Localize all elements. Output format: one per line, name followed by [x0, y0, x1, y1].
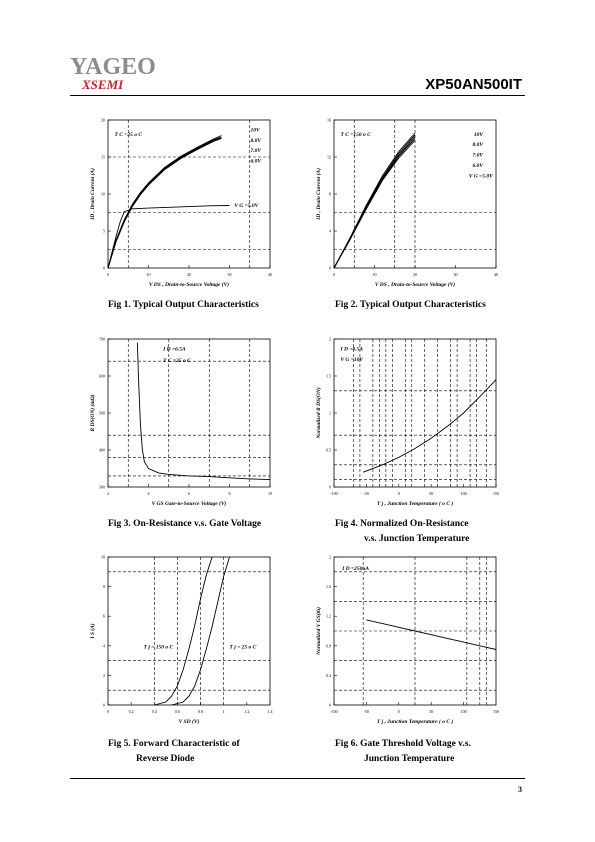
- figure-6-chart: [314, 552, 506, 732]
- y-tick-label: 4: [329, 228, 331, 234]
- x-tick-label: 100: [460, 709, 467, 714]
- x-axis-label: V DS , Drain-to-Source Voltage (V): [374, 282, 456, 288]
- annotation-label: V G =5.0V: [234, 202, 259, 209]
- y-tick-label: 12: [327, 154, 331, 160]
- y-tick-label: 0.4: [326, 672, 331, 678]
- plot-frame: [108, 557, 270, 705]
- y-tick-label: 0: [329, 702, 331, 708]
- x-tick-label: 2: [107, 491, 109, 496]
- annotation-label: V G =5.0V: [468, 173, 493, 180]
- series-line-2: [334, 135, 415, 268]
- y-tick-label: 1: [329, 410, 331, 416]
- brand-text: YAGEO: [70, 54, 156, 80]
- x-tick-label: -50: [363, 491, 370, 496]
- annotation-label: T C =150 o C: [340, 131, 371, 138]
- x-tick-label: 40: [494, 272, 498, 277]
- x-tick-label: 10: [268, 491, 272, 496]
- figure-6-caption-line-2: Junction Temperature: [364, 754, 455, 764]
- figure-3-caption: Fig 3. On-Resistance v.s. Gate Voltage: [108, 519, 262, 529]
- figure-2-caption: Fig 2. Typical Output Characteristics: [335, 300, 486, 310]
- figure-3-chart: [88, 334, 280, 514]
- y-axis-label: I S (A): [90, 623, 96, 639]
- annotation-label: 6.0V: [250, 158, 262, 165]
- y-tick-label: 4: [103, 643, 105, 649]
- annotation-label: I D =0.5A: [340, 346, 364, 353]
- x-tick-label: 0.4: [151, 709, 157, 714]
- y-tick-label: 10: [101, 554, 105, 560]
- annotation-label: T C =25 o C: [163, 358, 191, 365]
- sub-brand-text: XSEMI: [82, 77, 124, 92]
- series-line-4: [334, 139, 415, 269]
- series-line-3: [108, 138, 221, 268]
- y-tick-label: 8: [103, 584, 105, 590]
- series-line-1: [154, 557, 212, 705]
- x-tick-label: 10: [372, 272, 377, 277]
- y-tick-label: 1.6: [326, 584, 331, 590]
- annotation-label: T j = 25 o C: [229, 644, 257, 651]
- x-axis-label: T j , Junction Temperature ( o C ): [376, 719, 454, 725]
- annotation-label: I D =250uA: [342, 565, 370, 572]
- x-tick-label: 0: [107, 709, 109, 714]
- x-tick-label: 50: [429, 491, 434, 496]
- y-tick-label: 500: [99, 410, 105, 416]
- y-tick-label: 8: [329, 191, 331, 197]
- x-tick-label: 30: [453, 272, 458, 277]
- y-tick-label: 16: [327, 117, 331, 123]
- y-tick-label: 0: [103, 702, 105, 708]
- annotation-label: 8.0V: [472, 142, 484, 149]
- footer-rule: [70, 778, 525, 779]
- y-tick-label: 5: [103, 228, 105, 234]
- x-tick-label: 6: [188, 491, 190, 496]
- y-tick-label: 2: [103, 672, 105, 678]
- x-tick-label: 1.4: [267, 709, 273, 714]
- figure-6-caption-line-1: Fig 6. Gate Threshold Voltage v.s.: [335, 739, 471, 749]
- y-tick-label: 300: [99, 484, 105, 490]
- x-tick-label: 0: [397, 709, 400, 714]
- x-tick-label: -100: [330, 709, 338, 714]
- series-line-1: [366, 620, 496, 650]
- x-axis-label: T j , Junction Temperature ( o C ): [376, 501, 454, 507]
- annotation-label: 8.0V: [250, 137, 262, 144]
- y-axis-label: Normalized R DS(ON): [316, 387, 322, 439]
- y-tick-label: 1.2: [326, 613, 331, 619]
- x-tick-label: 150: [493, 491, 499, 496]
- x-tick-label: 0: [397, 491, 400, 496]
- x-tick-label: 20: [413, 272, 417, 277]
- x-tick-label: 0.2: [128, 709, 134, 714]
- x-tick-label: 10: [146, 272, 151, 277]
- annotation-label: 10V: [250, 127, 260, 134]
- figure-4-caption-line-2: v.s. Junction Temperature: [364, 534, 470, 544]
- x-axis-label: V GS Gate-to-Source Voltage (V): [151, 501, 227, 507]
- y-axis-label: ID , Drain Current (A): [90, 168, 96, 220]
- y-tick-label: 0: [103, 265, 105, 271]
- part-number: XP50AN500IT: [425, 76, 522, 93]
- annotation-label: 6.0V: [472, 162, 484, 169]
- x-tick-label: 100: [460, 491, 467, 496]
- x-tick-label: 40: [268, 272, 272, 277]
- x-tick-label: 50: [429, 709, 434, 714]
- annotation-label: T C =25 o C: [114, 131, 143, 138]
- y-axis-label: ID , Drain Current (A): [316, 168, 322, 220]
- series-line-4: [108, 139, 221, 269]
- figure-5-chart: [88, 552, 280, 732]
- x-tick-label: 30: [227, 272, 232, 277]
- x-axis-label: V DS , Drain-to-Source Voltage (V): [148, 282, 230, 288]
- figure-5-caption-line-1: Fig 5. Forward Characteristic of: [108, 739, 240, 749]
- y-axis-label: Normalized V GS(th): [316, 607, 322, 655]
- y-tick-label: 0: [329, 265, 331, 271]
- yageo-xsemi-logo: [70, 52, 180, 92]
- x-tick-label: 150: [493, 709, 499, 714]
- figure-5-caption-line-2: Reverse Diode: [136, 754, 195, 764]
- x-tick-label: 0.6: [174, 709, 180, 714]
- y-tick-label: 0: [329, 484, 331, 490]
- series-line-5: [334, 140, 415, 268]
- plot-frame: [108, 120, 270, 268]
- y-tick-label: 6: [103, 613, 105, 619]
- y-tick-label: 2: [329, 554, 331, 560]
- x-tick-label: 0: [333, 272, 335, 277]
- y-tick-label: 20: [101, 117, 105, 123]
- annotation-label: T j = 150 o C: [143, 644, 174, 651]
- x-tick-label: 1.2: [244, 709, 250, 714]
- x-axis-label: V SD (V): [178, 719, 200, 725]
- series-line-1: [137, 343, 270, 480]
- series-line-3: [334, 137, 415, 268]
- annotation-label: 7.0V: [472, 152, 484, 159]
- header-rule: [70, 95, 525, 96]
- x-tick-label: 1: [222, 709, 225, 714]
- y-tick-label: 0.5: [326, 447, 331, 453]
- x-tick-label: -100: [330, 491, 338, 496]
- figure-4-caption-line-1: Fig 4. Normalized On-Resistance: [335, 519, 469, 529]
- y-tick-label: 400: [99, 447, 105, 453]
- annotation-label: 10V: [473, 131, 484, 138]
- x-tick-label: -50: [363, 709, 370, 714]
- y-tick-label: 2: [329, 336, 331, 342]
- x-tick-label: 0: [107, 272, 109, 277]
- x-tick-label: 4: [147, 491, 150, 496]
- figure-1-chart: [88, 115, 280, 295]
- annotation-label: I D =6.5A: [163, 346, 186, 353]
- y-tick-label: 15: [101, 154, 105, 160]
- y-tick-label: 600: [99, 373, 105, 379]
- figure-1-caption: Fig 1. Typical Output Characteristics: [108, 300, 259, 310]
- y-tick-label: 700: [99, 336, 105, 342]
- y-axis-label: R DS(ON) (mΩ): [90, 394, 96, 432]
- annotation-label: 7.0V: [250, 148, 262, 155]
- y-tick-label: 10: [101, 191, 105, 197]
- series-line-2: [108, 137, 221, 268]
- y-tick-label: 1.5: [326, 373, 331, 379]
- annotation-label: V G =10V: [340, 356, 364, 363]
- series-line-5: [108, 206, 230, 269]
- series-line-1: [108, 136, 221, 269]
- page-number: 3: [518, 785, 522, 794]
- series-line-1: [363, 380, 496, 473]
- x-tick-label: 20: [187, 272, 191, 277]
- x-tick-label: 8: [228, 491, 231, 496]
- y-tick-label: 0.8: [326, 643, 331, 649]
- figure-2-chart: [314, 115, 506, 295]
- figure-4-chart: [314, 334, 506, 514]
- x-tick-label: 0.8: [198, 709, 204, 714]
